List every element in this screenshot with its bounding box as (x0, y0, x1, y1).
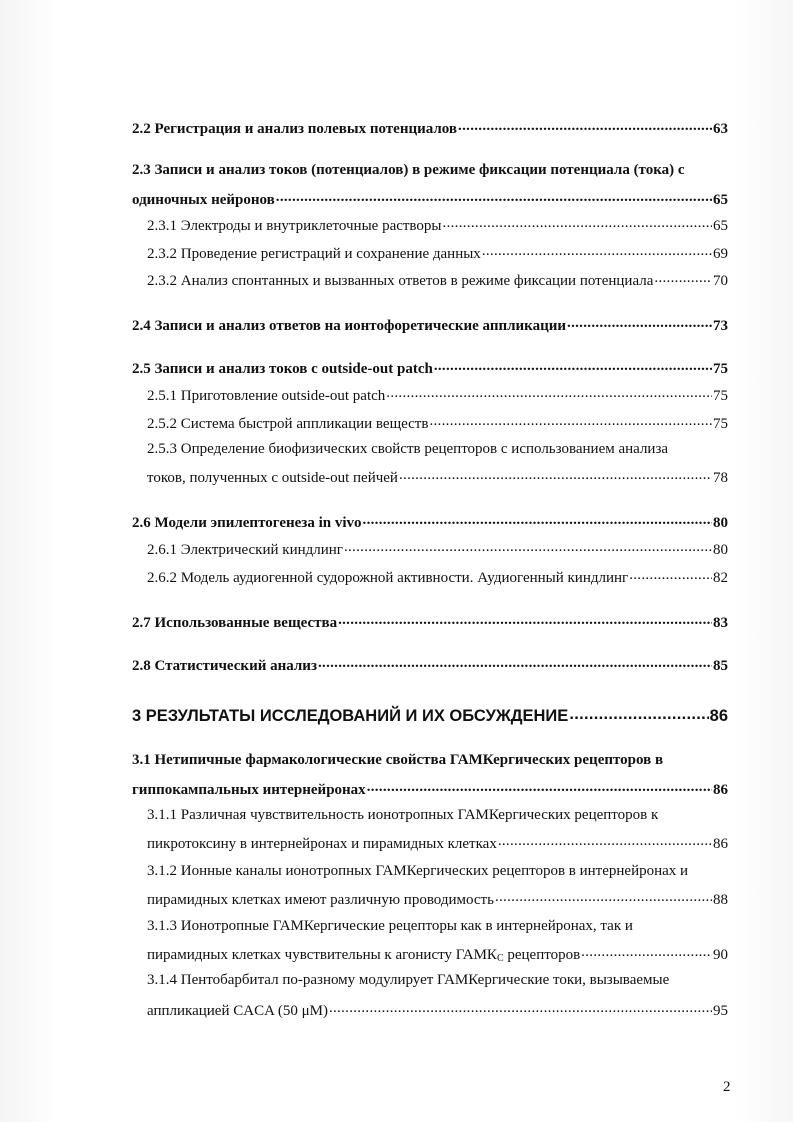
toc-entry-3-1-2[interactable] (147, 888, 728, 910)
leader-dots (344, 538, 712, 554)
toc-entry-page: 70 (713, 273, 728, 289)
toc-entry-2-4[interactable] (132, 314, 728, 336)
toc-entry-page: 86 (709, 707, 728, 725)
page-number: 2 (723, 1079, 731, 1095)
leader-dots (482, 242, 712, 258)
leader-dots (329, 999, 712, 1015)
toc-entry-title: 3 РЕЗУЛЬТАТЫ ИССЛЕДОВАНИЙ И ИХ ОБСУЖДЕНИЕ (132, 707, 569, 725)
toc-entry-title: 2.5 Записи и анализ токов с outside-out patch (132, 361, 433, 377)
toc-entry-title: аппликацией CACA (50 μM) (147, 1003, 328, 1019)
leader-dots (434, 357, 712, 373)
toc-entry-page: 86 (713, 836, 728, 852)
leader-dots (367, 778, 712, 794)
toc-entry-title (147, 945, 580, 969)
toc-entry-2-7[interactable] (132, 611, 728, 633)
toc-entry-page: 80 (713, 515, 728, 531)
toc-entry-2-5-3[interactable] (147, 466, 728, 488)
toc-entry-page: 83 (713, 615, 728, 631)
toc-entry-title: 2.6 Модели эпилептогенеза in vivo (132, 515, 362, 531)
subscript: C (496, 953, 504, 964)
toc-entry-2-3[interactable] (132, 188, 728, 210)
toc-entry-3-1[interactable] (132, 778, 728, 800)
toc-entry-2-2[interactable] (132, 117, 728, 139)
toc-entry-3-1-1-line1[interactable]: 3.1.1 Различная чувствительность ионотропных ГАМКергических рецепторов к (147, 807, 659, 823)
leader-dots (443, 214, 713, 230)
toc-entry-title: 2.4 Записи и анализ ответов на ионтофоретические аппликации (132, 318, 567, 334)
toc-entry-title-main: пирамидных клетках чувствительны к агонисту ГАМК (147, 947, 497, 963)
toc-entry-3-1-3[interactable] (147, 943, 728, 969)
toc-entry-page: 90 (713, 947, 728, 963)
toc-entry-2-3-1[interactable] (147, 214, 728, 236)
leader-dots (458, 117, 712, 133)
leader-dots (654, 269, 712, 285)
leader-dots (567, 314, 712, 330)
toc-entry-3-1-1[interactable] (147, 832, 728, 854)
leader-dots (429, 412, 712, 428)
toc-entry-page: 82 (713, 570, 728, 586)
toc-entry-title-tail: рецепторов (503, 947, 581, 963)
leader-dots (629, 566, 712, 582)
toc-entry-title: гиппокампальных интернейронах (132, 782, 366, 798)
leader-dots (498, 832, 712, 848)
toc-entry-2-3-2[interactable] (147, 242, 728, 264)
toc-entry-title: 2.8 Статистический анализ (132, 658, 317, 674)
toc-entry-title: 2.3.2 Проведение регистраций и сохранение данных (147, 246, 481, 262)
leader-dots (581, 943, 712, 959)
toc-entry-2-5-1[interactable] (147, 384, 728, 406)
toc-entry-page: 65 (713, 192, 728, 208)
toc-entry-page: 65 (713, 218, 728, 234)
toc-entry-2-5-2[interactable] (147, 412, 728, 434)
toc-entry-page: 85 (713, 658, 728, 674)
toc-entry-title: 2.3.1 Электроды и внутриклеточные растворы (147, 218, 442, 234)
leader-dots (399, 466, 712, 482)
leader-dots (386, 384, 712, 400)
toc-entry-2-3-2b[interactable] (147, 269, 728, 291)
toc-entry-2-6-2[interactable] (147, 566, 728, 588)
toc-entry-page: 88 (713, 892, 728, 908)
toc-entry-title: 2.6.2 Модель аудиогенной судорожной активности. Аудиогенный киндлинг (147, 570, 629, 586)
leader-dots (569, 705, 708, 721)
toc-entry-2-8[interactable] (132, 654, 728, 676)
toc-entry-2-5-3-line1[interactable]: 2.5.3 Определение биофизических свойств рецепторов с использованием анализа (147, 441, 669, 457)
leader-dots (338, 611, 712, 627)
toc-entry-title: токов, полученных с outside-out пейчей (147, 470, 398, 486)
toc-entry-title: пикротоксину в интернейронах и пирамидных клетках (147, 836, 497, 852)
toc-entry-2-6[interactable] (132, 511, 728, 533)
toc-entry-2-3-line1[interactable]: 2.3 Записи и анализ токов (потенциалов) в режиме фиксации потенциала (тока) с (132, 162, 685, 178)
toc-entry-title: одиночных нейронов (132, 192, 275, 208)
toc-entry-page: 73 (713, 318, 728, 334)
leader-dots (318, 654, 712, 670)
toc-entry-page: 75 (713, 416, 728, 432)
toc-entry-title: 2.5.2 Система быстрой аппликации веществ (147, 416, 429, 432)
toc-entry-page: 95 (713, 1003, 728, 1019)
toc-entry-2-6-1[interactable] (147, 538, 728, 560)
toc-entry-3-1-3-line1[interactable]: 3.1.3 Ионотропные ГАМКергические рецепторы как в интернейронах, так и (147, 918, 633, 934)
leader-dots (495, 888, 712, 904)
toc-entry-page: 86 (713, 782, 728, 798)
toc-entry-title: 2.5.1 Приготовление outside-out patch (147, 388, 386, 404)
toc-entry-title: 2.6.1 Электрический киндлинг (147, 542, 343, 558)
leader-dots (276, 188, 712, 204)
toc-entry-3-1-line1[interactable]: 3.1 Нетипичные фармакологические свойства ГАМКергических рецепторов в (132, 752, 664, 768)
leader-dots (363, 511, 712, 527)
toc-entry-3-1-4[interactable] (147, 999, 728, 1021)
toc-entry-title: пирамидных клетках имеют различную проводимость (147, 892, 494, 908)
toc-entry-page: 78 (713, 470, 728, 486)
toc-entry-page: 75 (713, 361, 728, 377)
toc-entry-3-1-4-line1[interactable]: 3.1.4 Пентобарбитал по-разному модулирует ГАМКергические токи, вызываемые (147, 972, 670, 988)
toc-entry-3-1-2-line1[interactable]: 3.1.2 Ионные каналы ионотропных ГАМКергических рецепторов в интернейронах и (147, 863, 689, 879)
toc-entry-title: 2.3.2 Анализ спонтанных и вызванных ответов в режиме фиксации потенциала (147, 273, 654, 289)
toc-entry-title: 2.7 Использованные вещества (132, 615, 338, 631)
toc-entry-page: 75 (713, 388, 728, 404)
toc-entry-page: 69 (713, 246, 728, 262)
toc-entry-page: 80 (713, 542, 728, 558)
toc-entry-page: 63 (713, 121, 728, 137)
toc-entry-2-5[interactable] (132, 357, 728, 379)
toc-entry-title: 2.2 Регистрация и анализ полевых потенциалов (132, 121, 458, 137)
toc-chapter-3[interactable] (132, 705, 728, 726)
